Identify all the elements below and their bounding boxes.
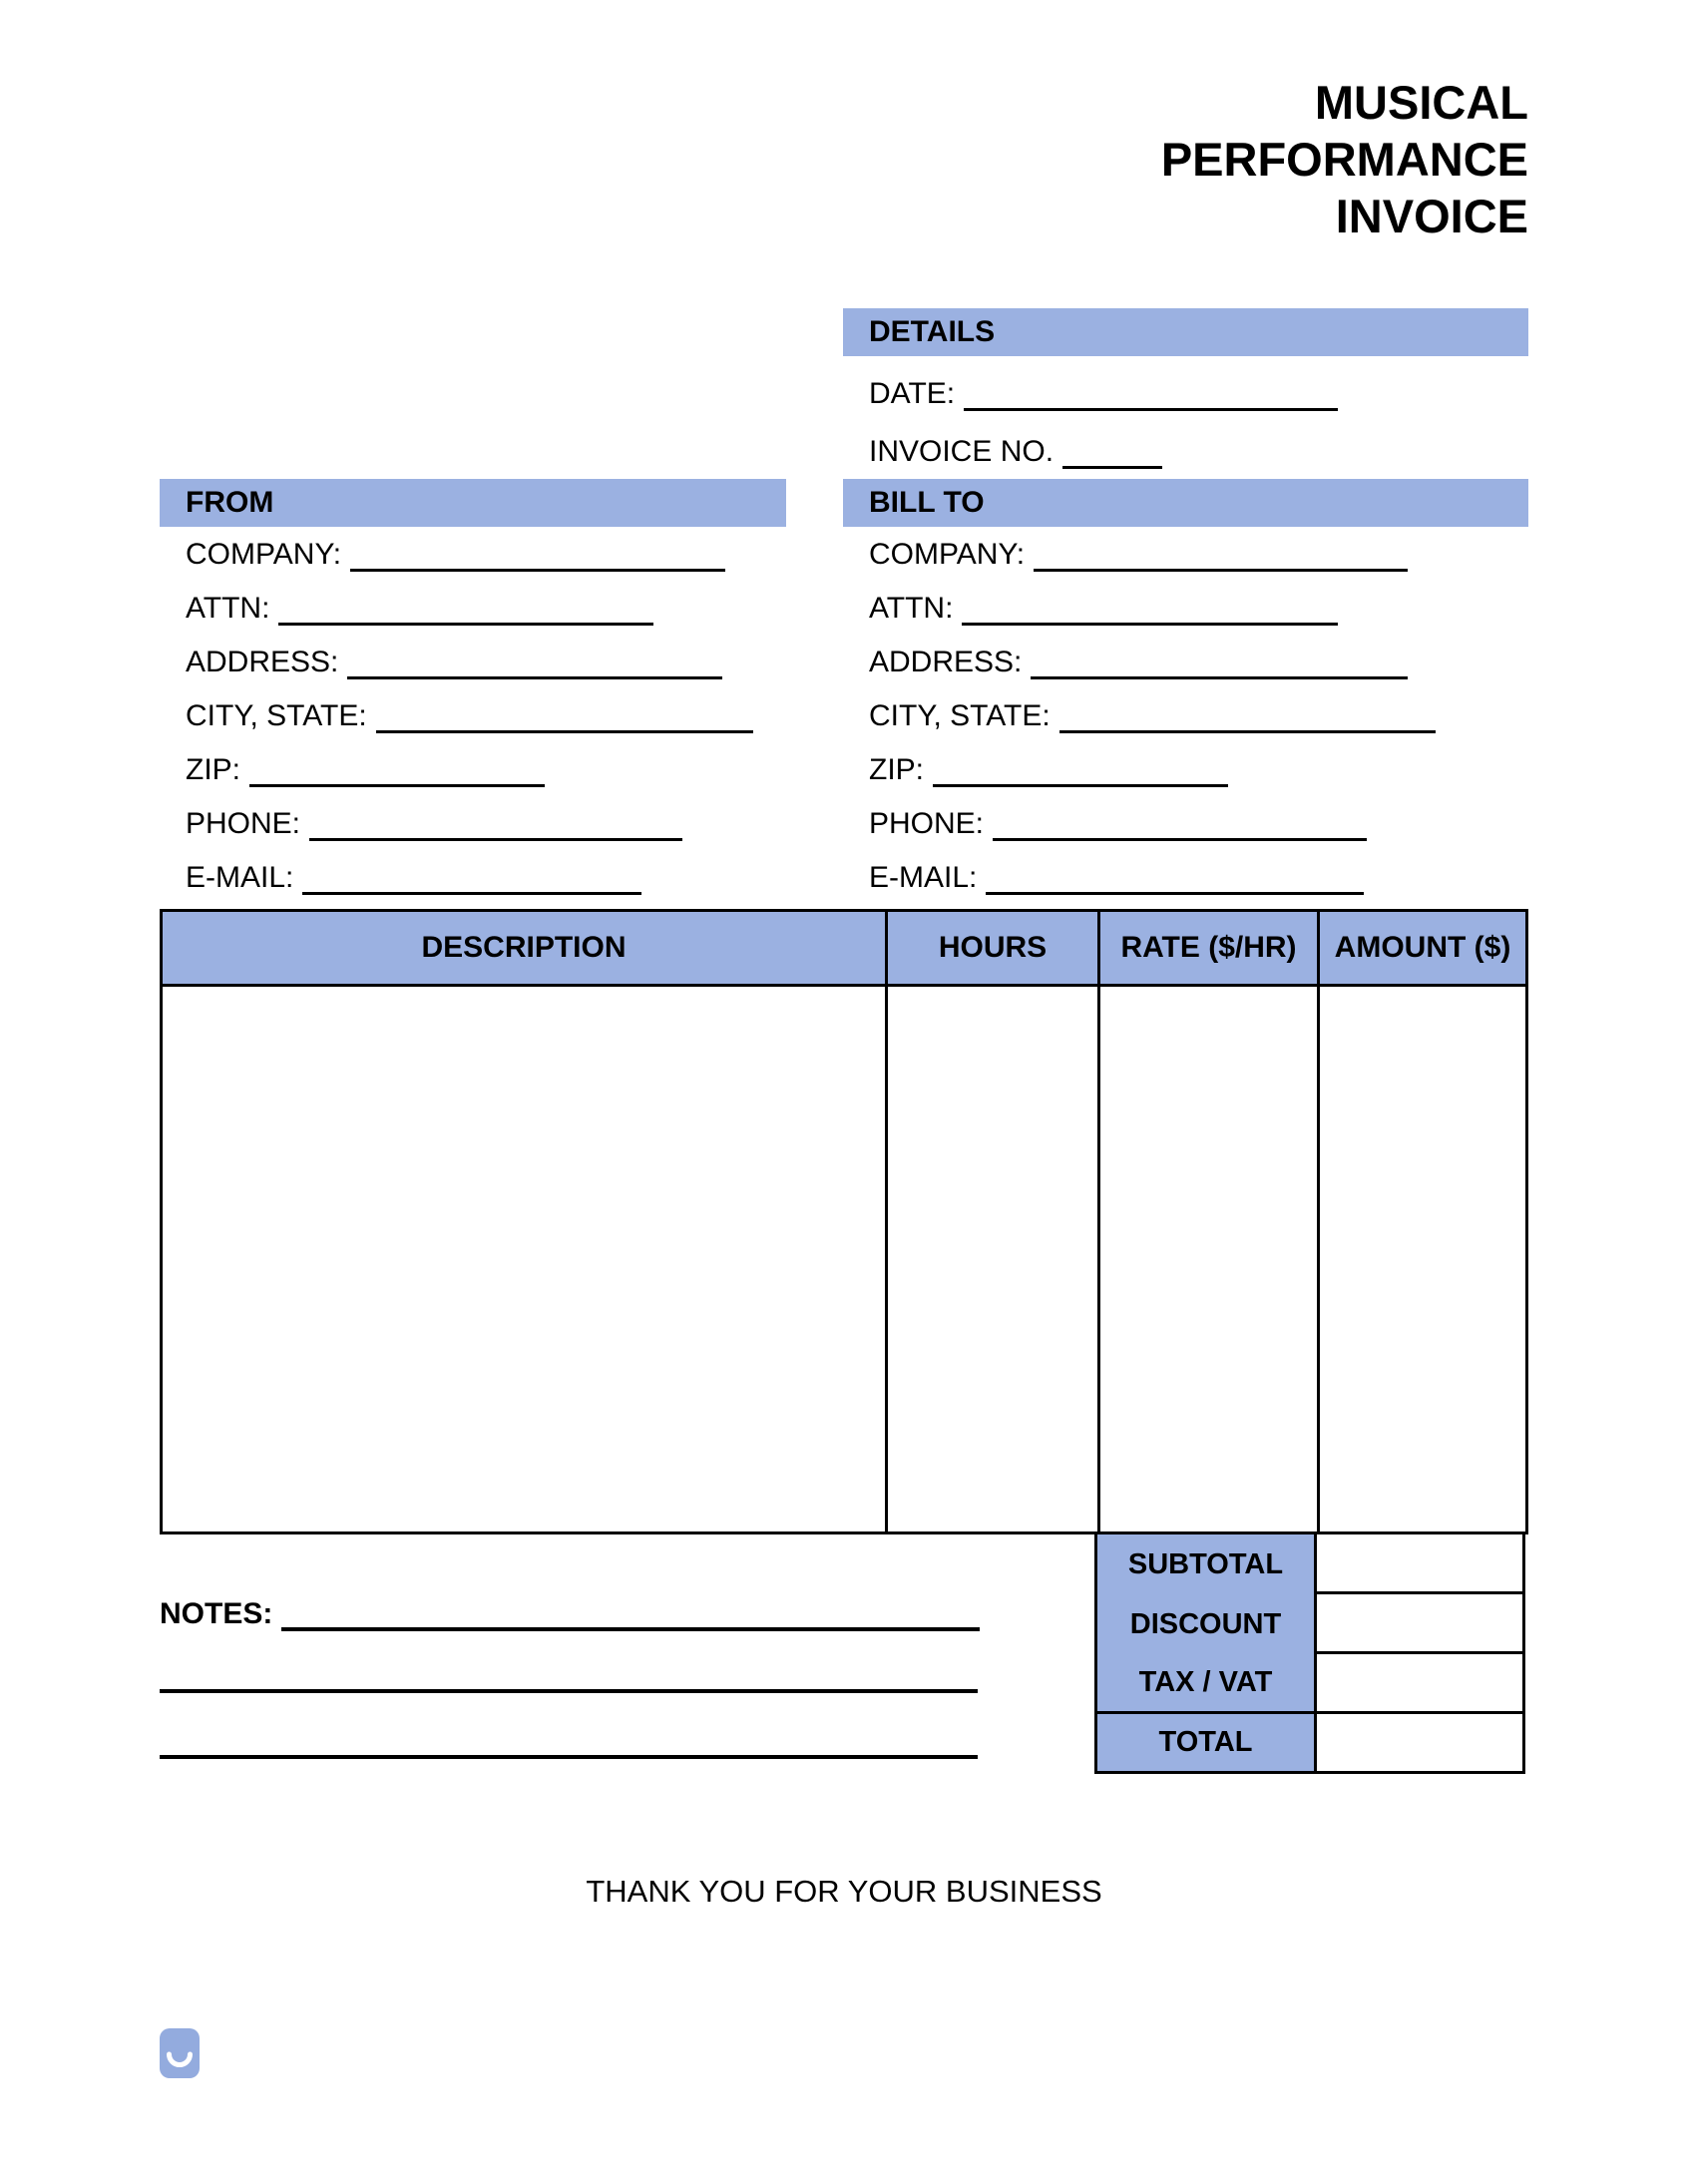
column-header-rate: RATE ($/HR)	[1097, 912, 1317, 987]
details-section-header	[843, 308, 1528, 356]
bill-to-city-state-blank	[1059, 700, 1436, 733]
bill-to-phone-blank	[993, 808, 1367, 841]
column-header-description: DESCRIPTION	[163, 912, 885, 987]
bill-to-zip-label: ZIP:	[869, 753, 925, 786]
summary-table	[1094, 1534, 1525, 1774]
bill-to-address-blank	[1031, 647, 1408, 679]
subtotal-label: SUBTOTAL	[1094, 1534, 1314, 1594]
bill-to-address-row	[869, 636, 1436, 689]
amount-cell	[1317, 987, 1525, 1531]
date-field-row	[869, 365, 1338, 423]
from-section-header	[160, 479, 786, 527]
from-address-blank	[347, 647, 722, 679]
bill-to-attn-blank	[962, 593, 1338, 626]
date-label: DATE:	[869, 377, 956, 410]
details-section-label: DETAILS	[869, 315, 996, 348]
from-address-row	[186, 636, 753, 689]
bill-to-zip-row	[869, 743, 1436, 797]
discount-value-cell	[1314, 1594, 1525, 1654]
invoice-no-blank	[1062, 436, 1162, 469]
invoice-no-field-row	[869, 423, 1338, 481]
bill-to-address-label: ADDRESS:	[869, 646, 1023, 678]
from-section-label: FROM	[186, 486, 274, 519]
notes-blank-line-1	[281, 1597, 980, 1631]
bill-to-email-blank	[986, 862, 1364, 895]
notes-row	[160, 1592, 980, 1636]
bill-to-zip-blank	[933, 754, 1228, 787]
notes-label: NOTES:	[160, 1597, 273, 1630]
bill-to-section-label: BILL TO	[869, 486, 985, 519]
bill-to-company-blank	[1034, 539, 1408, 572]
from-zip-blank	[249, 754, 545, 787]
invoice-no-label: INVOICE NO.	[869, 435, 1055, 468]
from-attn-blank	[278, 593, 653, 626]
bill-to-attn-label: ATTN:	[869, 592, 954, 625]
tax-vat-value-cell	[1314, 1654, 1525, 1714]
hours-cell	[885, 987, 1097, 1531]
items-table	[160, 909, 1528, 1534]
notes-blank-line-3	[160, 1755, 978, 1759]
bill-to-attn-row	[869, 582, 1436, 636]
rate-cell	[1097, 987, 1317, 1531]
bill-to-city-state-label: CITY, STATE:	[869, 699, 1051, 732]
page-title: MUSICAL PERFORMANCE INVOICE	[1160, 76, 1528, 242]
from-city-state-label: CITY, STATE:	[186, 699, 367, 732]
bill-to-company-label: COMPANY:	[869, 538, 1026, 571]
from-zip-row	[186, 743, 753, 797]
total-value-cell	[1314, 1714, 1525, 1774]
bill-to-email-label: E-MAIL:	[869, 861, 978, 894]
bill-to-fields	[869, 528, 1436, 905]
from-email-row	[186, 851, 753, 905]
from-attn-label: ATTN:	[186, 592, 270, 625]
column-header-hours: HOURS	[885, 912, 1097, 987]
bill-to-company-row	[869, 528, 1436, 582]
bill-to-city-state-row	[869, 689, 1436, 743]
from-attn-row	[186, 582, 753, 636]
from-company-label: COMPANY:	[186, 538, 342, 571]
from-phone-blank	[309, 808, 682, 841]
from-email-label: E-MAIL:	[186, 861, 294, 894]
discount-label: DISCOUNT	[1094, 1594, 1314, 1654]
from-company-row	[186, 528, 753, 582]
from-phone-row	[186, 797, 753, 851]
thank-you-message: THANK YOU FOR YOUR BUSINESS	[586, 1874, 1102, 1909]
from-zip-label: ZIP:	[186, 753, 241, 786]
smile-logo-icon	[160, 2028, 200, 2078]
date-blank	[964, 378, 1338, 411]
details-fields	[869, 365, 1338, 481]
from-phone-label: PHONE:	[186, 807, 301, 840]
total-label: TOTAL	[1094, 1714, 1314, 1774]
tax-vat-label: TAX / VAT	[1094, 1654, 1314, 1714]
subtotal-value-cell	[1314, 1534, 1525, 1594]
column-header-amount: AMOUNT ($)	[1317, 912, 1525, 987]
from-city-state-blank	[376, 700, 753, 733]
from-address-label: ADDRESS:	[186, 646, 339, 678]
bill-to-email-row	[869, 851, 1436, 905]
from-city-state-row	[186, 689, 753, 743]
bill-to-phone-row	[869, 797, 1436, 851]
from-email-blank	[302, 862, 641, 895]
notes-blank-line-2	[160, 1689, 978, 1693]
bill-to-section-header	[843, 479, 1528, 527]
from-fields	[186, 528, 753, 905]
from-company-blank	[350, 539, 725, 572]
description-cell	[163, 987, 885, 1531]
bill-to-phone-label: PHONE:	[869, 807, 985, 840]
